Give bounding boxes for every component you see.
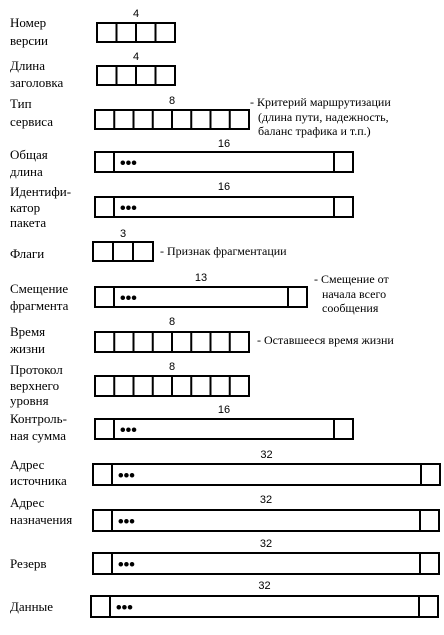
- header-label-line-2: заголовка: [10, 75, 64, 90]
- header-bit-count: 4: [132, 51, 140, 63]
- reserve-field-box: [93, 553, 439, 574]
- ttl-label-line-1: Время: [10, 324, 46, 339]
- header-label-line-1: Длина: [10, 58, 46, 73]
- version-label-line-1: Номер: [10, 15, 47, 30]
- offset-note-line-1: - Смещение от: [314, 272, 389, 286]
- dst-ellipsis: •••: [118, 513, 135, 531]
- src-ellipsis: •••: [118, 467, 135, 485]
- tos-note-line-1: - Критерий маршрутизации: [250, 95, 391, 109]
- checksum-bit-count: 16: [217, 404, 231, 416]
- protocol-bit-count: 8: [168, 361, 176, 373]
- src-field-box: [93, 464, 440, 485]
- protocol-label-line-3: уровня: [10, 393, 49, 408]
- checksum-label-line-2: ная сумма: [10, 428, 67, 443]
- version-bit-count: 4: [132, 8, 140, 20]
- total-ellipsis: •••: [120, 155, 137, 172]
- dst-bit-count: 32: [259, 494, 273, 506]
- dst-field-box: [93, 510, 439, 531]
- data-label-line-1: Данные: [10, 599, 54, 614]
- dst-label-line-1: Адрес: [10, 495, 45, 510]
- checksum-ellipsis: •••: [120, 422, 137, 439]
- ident-label-line-3: пакета: [10, 215, 47, 230]
- dst-label-line-2: назначения: [10, 512, 73, 527]
- tos-label-line-2: сервиса: [10, 114, 53, 129]
- offset-ellipsis: •••: [120, 290, 137, 307]
- reserve-bit-count: 32: [259, 538, 273, 550]
- offset-bit-count: 13: [194, 272, 208, 284]
- flags-bit-count: 3: [119, 228, 127, 240]
- checksum-label-line-1: Контроль-: [10, 411, 67, 426]
- data-bit-count: 32: [258, 580, 271, 592]
- data-ellipsis: •••: [116, 599, 133, 617]
- offset-label-line-1: Смещение: [10, 281, 69, 296]
- ttl-bit-count: 8: [168, 316, 176, 328]
- tos-bit-count: 8: [168, 95, 176, 107]
- version-label-line-2: версии: [10, 33, 49, 48]
- total-label-line-1: Общая: [10, 147, 48, 162]
- offset-label-line-2: фрагмента: [10, 298, 69, 313]
- data-field-box: [91, 596, 438, 617]
- src-label-line-1: Адрес: [10, 457, 45, 472]
- flags-label-line-1: Флаги: [10, 246, 45, 261]
- flags-field-box: [93, 242, 153, 261]
- tos-note-line-2: (длина пути, надежность,: [258, 110, 389, 124]
- ident-label-line-2: катор: [10, 200, 41, 215]
- protocol-label-line-2: верхнего: [10, 378, 60, 393]
- tos-note-line-3: баланс трафика и т.п.): [258, 124, 371, 138]
- offset-note-line-2: начала всего: [322, 287, 387, 301]
- tos-label-line-1: Тип: [10, 96, 32, 111]
- ttl-note: - Оставшееся время жизни: [257, 333, 394, 347]
- src-bit-count: 32: [260, 449, 273, 461]
- offset-note-line-3: сообщения: [322, 301, 379, 315]
- ident-label-line-1: Идентифи-: [10, 184, 72, 199]
- total-bit-count: 16: [217, 138, 231, 150]
- ident-ellipsis: •••: [120, 200, 137, 217]
- reserve-label-line-1: Резерв: [10, 556, 47, 571]
- total-label-line-2: длина: [10, 164, 43, 179]
- protocol-label-line-1: Протокол: [10, 362, 63, 377]
- src-label-line-2: источника: [10, 473, 67, 488]
- flags-note: - Признак фрагментации: [160, 244, 287, 258]
- ident-bit-count: 16: [217, 181, 231, 193]
- reserve-ellipsis: •••: [118, 556, 135, 574]
- ttl-label-line-2: жизни: [10, 341, 45, 356]
